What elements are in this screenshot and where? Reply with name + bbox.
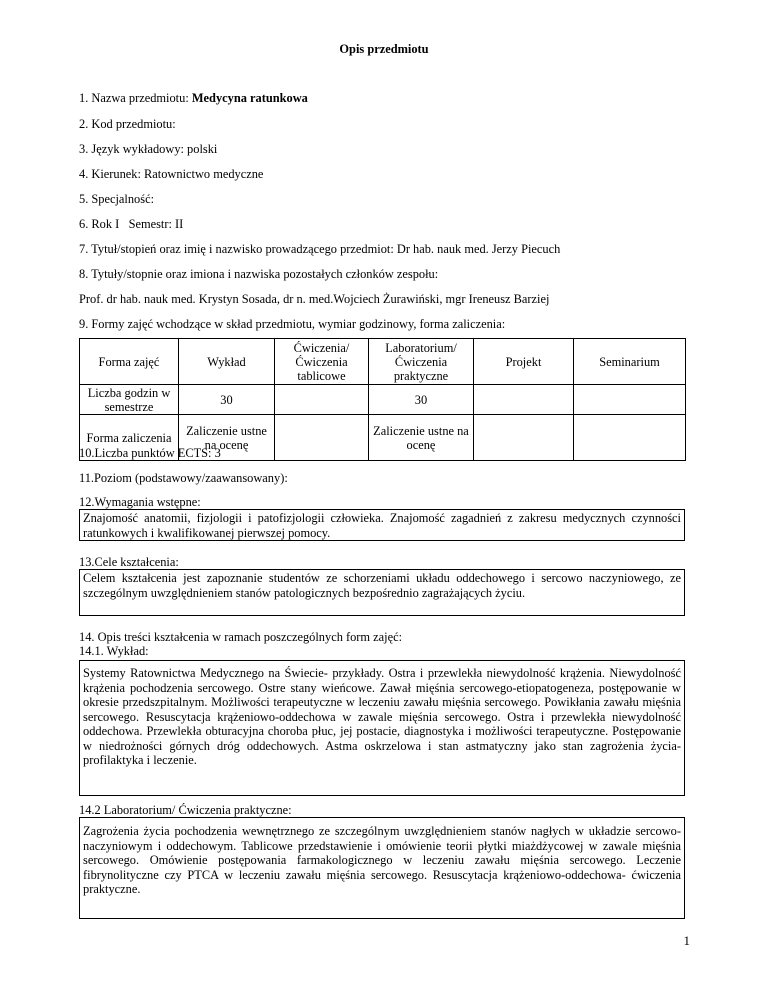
table-header-cell: Ćwiczenia/ Ćwiczenia tablicowe [275,339,369,385]
table-cell [574,415,686,461]
table-cell: Zaliczenie ustne na ocenę [179,415,275,461]
prerequisites-box [79,509,685,541]
table-cell: 30 [179,385,275,415]
table-cell: 30 [369,385,474,415]
lab-text: Zagrożenia życia pochodzenia wewnętrznego ze szczególnym uwzględnieniem stanów nagłych w układzie sercowo-naczyniowym i oddechowym. Tablicowe przedstawienie i omówienie teorii płytki miażdżycowej w zawale mięśnia sercowego. Omówienie postępowania farmakologicznego w leczeniu zawału mięśnia sercowego. Leczenie fibrynolityczne czy PTCA w leczeniu zawału mięśnia sercowego. Resuscytacja krążeniowo-oddechowa- ćwiczenia praktyczne. [83,824,681,896]
lecture-text: Systemy Ratownictwa Medycznego na Świecie- przykłady. Ostra i przewlekła niewydolność krążenia. Niewydolność krążenia pochodzenia sercowego. Ostre stany wieńcowe. Zawał mięśnia sercowego-etiopatogeneza, postępowanie w okresie przedszpitalnym. Możliwości terapeutyczne w leczeniu zawału mięśnia sercowego. Powikłania zawału mięśnia sercowego. Resuscytacja krążeniowo-oddechowa w zawale mięśnia sercowego. Ostra i przewlekła niewydolność oddechowa. Przewlekła obturacyjna choroba płuc, jej postacie, diagnostyka i możliwości terapeutyczne. Postępowanie w niedrożności górnych dróg oddechowych. Astma oskrzelowa i stan astmatyczny jako stan zagrożenia życia-profilaktyka i leczenie. [83,666,681,767]
table-header-cell: Forma zajęć [80,339,179,385]
table-cell [474,385,574,415]
class-forms-table [79,338,686,461]
field-label: 1. Nazwa przedmiotu: [79,91,192,105]
field-course-name [79,91,308,106]
field-prerequisites-label: 12.Wymagania wstępne: [79,495,201,509]
table-cell [275,415,369,461]
page-number: 1 [683,933,690,948]
table-cell [574,385,686,415]
table-row [80,385,686,415]
field-ects: 10.Liczba punktów ECTS: 3 [79,446,221,460]
goals-text: Celem kształcenia jest zapoznanie studentów ze schorzeniami układu oddechowego i sercowo naczyniowego, ze szczególnym uwzględnieniem stanów patologicznych bezpośrednio zagrażających życiu. [83,571,681,600]
field-lab-label: 14.2 Laboratorium/ Ćwiczenia praktyczne: [79,803,292,817]
field-specialty: 5. Specjalność: [79,192,155,206]
course-name-value: Medycyna ratunkowa [191,91,308,105]
table-cell [275,385,369,415]
table-cell: Zaliczenie ustne na ocenę [369,415,474,461]
table-header-cell: Seminarium [574,339,686,385]
table-header-row [80,339,686,385]
field-team-label: 8. Tytuły/stopnie oraz imiona i nazwiska pozostałych członków zespołu: [79,267,439,281]
lab-box [79,817,685,919]
field-content-label: 14. Opis treści kształcenia w ramach poszczególnych form zajęć: [79,630,403,644]
table-header-cell: Laboratorium/ Ćwiczenia praktyczne [369,339,474,385]
field-goals-label: 13.Cele kształcenia: [79,555,179,569]
table-row-label: Liczba godzin w semestrze [80,385,179,415]
prerequisites-text: Znajomość anatomii, fizjologii i patofizjologii człowieka. Znajomość zagadnień z zakresu medycznych czynności ratunkowych i kwalifikowanej pierwszej pomocy. [83,511,681,540]
field-language: 3. Język wykładowy: polski [79,142,218,156]
field-course-code: 2. Kod przedmiotu: [79,117,176,131]
table-header-cell: Wykład [179,339,275,385]
page-title: Opis przedmiotu [339,42,429,56]
table-row-label: Forma zaliczenia [80,415,179,461]
lecture-box [79,660,685,796]
field-level: 11.Poziom (podstawowy/zaawansowany): [79,471,288,485]
field-lecture-label: 14.1. Wykład: [79,644,149,658]
field-major: 4. Kierunek: Ratownictwo medyczne [79,167,264,181]
table-header-cell: Projekt [474,339,574,385]
table-cell [474,415,574,461]
field-lecturer: 7. Tytuł/stopień oraz imię i nazwisko prowadzącego przedmiot: Dr hab. nauk med. Jerzy Piecuch [79,242,561,256]
field-team-members: Prof. dr hab. nauk med. Krystyn Sosada, dr n. med.Wojciech Żurawiński, mgr Ireneusz Barziej [79,292,550,306]
goals-box [79,569,685,616]
field-class-forms: 9. Formy zajęć wchodzące w skład przedmiotu, wymiar godzinowy, forma zaliczenia: [79,317,506,331]
field-year-semester: 6. Rok I Semestr: II [79,217,184,231]
